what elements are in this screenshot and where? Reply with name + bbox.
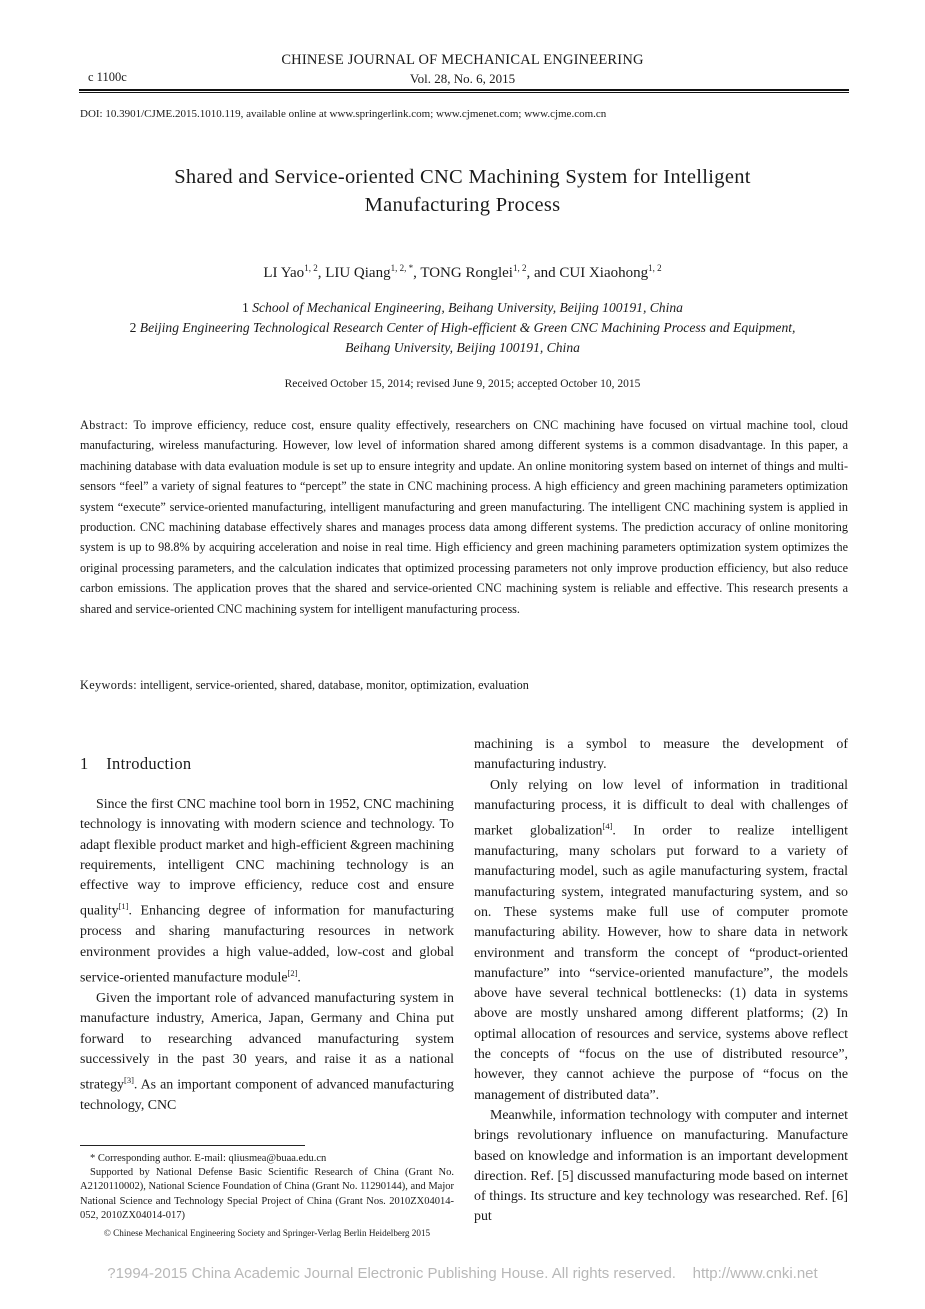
author-list xyxy=(0,263,925,282)
journal-name: CHINESE JOURNAL OF MECHANICAL ENGINEERING xyxy=(281,52,644,68)
affiliation-number: 2 xyxy=(129,320,137,335)
corresponding-author-note: * Corresponding author. E-mail: qliusmea@buaa.edu.cn xyxy=(90,1153,327,1164)
affiliation-text-cont: Beihang University, Beijing 100191, China xyxy=(345,340,580,355)
journal-code: c 1100c xyxy=(88,70,127,84)
author-name: TONG Ronglei xyxy=(420,265,513,281)
cnki-watermark: ?1994-2015 China Academic Journal Electronic Publishing House. All rights reserved. http://www.cnki.net xyxy=(107,1265,818,1282)
footnotes xyxy=(80,1152,454,1240)
citation: [1] xyxy=(118,901,129,912)
abstract-text: To improve efficiency, reduce cost, ensure quality effectively, researchers on CNC machining have focused on virtual machine tool, cloud manufacturing, wireless manufacturing. However, low level of information shared among different systems is a common disadvantage. In this paper, a machining database with data evaluation module is set up to ensure integrity and update. An online monitoring system based on internet of things and multi-sensors “feel” a variety of signal features to “percept” the state in CNC machining process. A high efficiency and green machining parameters optimization system “execute” service-oriented manufacturing, intelligent manufacturing and green manufacturing. The intelligent CNC machining system is applied in production. CNC machining database effectively shares and manages process data among different systems. The prediction accuracy of online monitoring system is up to 98.8% by acquiring acceleration and noise in real time. High efficiency and green machining parameters optimization system optimizes the original processing parameters, and the calculation indicates that optimized processing parameters not only improve production efficiency, but also reduce carbon emissions. The application proves that the shared and service-oriented CNC machining system is reliable and effective. This research presents a shared and service-oriented CNC machining system for intelligent manufacturing process. xyxy=(80,418,849,616)
author-name: CUI Xiaohong xyxy=(559,265,649,281)
affiliation-text: Beijing Engineering Technological Research Center of High-efficient & Green CNC Machining Process and Equipment, xyxy=(139,320,796,335)
affiliation-text: School of Mechanical Engineering, Beihang University, Beijing 100191, China xyxy=(252,300,683,315)
paragraph xyxy=(80,795,454,989)
paper-title xyxy=(0,163,925,219)
paragraph xyxy=(80,989,454,1116)
text-run: Since the first CNC machine tool born in 1952, CNC machining technology is innovating with modern science and technology. To adapt flexible product market and high-efficient &green machining requirements, intelligent CNC machining technology is an effective way to improve efficiency, reduce cost and ensure quality xyxy=(80,797,454,920)
paragraph: Meanwhile, information technology with computer and internet brings revolutionary influence on manufacturing. Manufacture based on knowledge and information is an important development direction. Ref. [5] discussed manufacturing mode based on internet of things. Its structure and key technology was researched. Ref. [6] put xyxy=(474,1107,848,1225)
affiliation-2 xyxy=(0,318,925,358)
text-run: . As an important component of advanced manufacturing technology, CNC xyxy=(80,1077,454,1114)
text-run: . In order to realize intelligent manufacturing, many scholars put forward to a variety of manufacturing model, such as agile manufacturing system, fractal manufacturing system, integrated manufacturing system, and so on. These systems make full use of computer promote manufacturing ability. However, how to share data in network environment and transform the concept of “product-oriented manufacture” into “service-oriented manufacture”, the models above have several technical bottlenecks: (1) data in systems above are mostly unshared among different platforms; (2) In optimal allocation of resources and service, systems above reflect the concepts of “focus on the use of distributed resource”, however, they cannot achieve the purpose of “focus on the management of distributed data”. xyxy=(474,823,848,1103)
doi-line: DOI: 10.3901/CJME.2015.1010.119, available online at www.springerlink.com; www.cjmenet.com; www.cjme.com.cn xyxy=(80,108,607,120)
text-run: Only relying on low level of information in traditional manufacturing process, it is difficult to deal with challenges of market globalization xyxy=(474,777,848,839)
title-line-2: Manufacturing Process xyxy=(364,194,561,216)
author-affil-sup: 1, 2 xyxy=(304,263,318,273)
paragraph xyxy=(474,776,848,1106)
paragraph: machining is a symbol to measure the development of manufacturing industry. xyxy=(474,737,848,773)
abstract xyxy=(80,415,848,619)
received-dates: Received October 15, 2014; revised June 9, 2015; accepted October 10, 2015 xyxy=(284,378,641,390)
copyright-note: © Chinese Mechanical Engineering Society and Springer-Verlag Berlin Heidelberg 2015 xyxy=(103,1228,431,1239)
author-affil-sup: 1, 2 xyxy=(512,263,527,273)
affiliation-1 xyxy=(0,298,925,318)
author-name: LIU Qiang xyxy=(325,265,391,281)
author-sep: , xyxy=(413,265,421,281)
author-sep: , xyxy=(317,265,326,281)
citation: [3] xyxy=(123,1075,134,1086)
keywords-label: Keywords: xyxy=(80,678,138,692)
keywords-text: intelligent, service-oriented, shared, database, monitor, optimization, evaluation xyxy=(140,678,529,692)
author-affil-sup: 1, 2 xyxy=(648,263,662,273)
text-run: . Enhancing degree of information for manufacturing process and sharing manufacturing resources in network environment provides a high value-added, low-cost and global service-oriented manufacture module xyxy=(80,904,454,986)
section-heading-introduction: 1 Introduction xyxy=(80,754,192,773)
author-affil-sup: 1, 2, * xyxy=(390,263,414,273)
left-column xyxy=(80,795,454,1116)
volume-issue: Vol. 28, No. 6, 2015 xyxy=(409,71,516,86)
author-name: LI Yao xyxy=(263,265,305,281)
title-line-1: Shared and Service-oriented CNC Machining System for Intelligent xyxy=(174,166,751,188)
funding-note: Supported by National Defense Basic Scientific Research of China (Grant No. A2120110002), National Science Foundation of China (Grant No. 11290144), and Major National Science and Technology Special Project of China (Grant Nos. 2010ZX04014-052, 2010ZX04014-017) xyxy=(80,1167,454,1221)
affiliation-number: 1 xyxy=(242,300,249,315)
header-rule-thin xyxy=(79,92,849,93)
header-rule xyxy=(79,89,849,91)
text-run: . xyxy=(297,970,301,986)
right-column xyxy=(474,735,848,1228)
citation: [2] xyxy=(287,968,298,978)
citation: [4] xyxy=(602,821,613,832)
abstract-label: Abstract: xyxy=(80,418,129,432)
author-sep: , and xyxy=(526,265,560,281)
footnote-rule xyxy=(80,1145,305,1146)
text-run: Given the important role of advanced manufacturing system in manufacture industry, America, Japan, Germany and China put forward to researching advanced manufacturing system successively in the past 30 years, and raise it as a national strategy xyxy=(80,990,454,1093)
keywords xyxy=(80,678,848,693)
